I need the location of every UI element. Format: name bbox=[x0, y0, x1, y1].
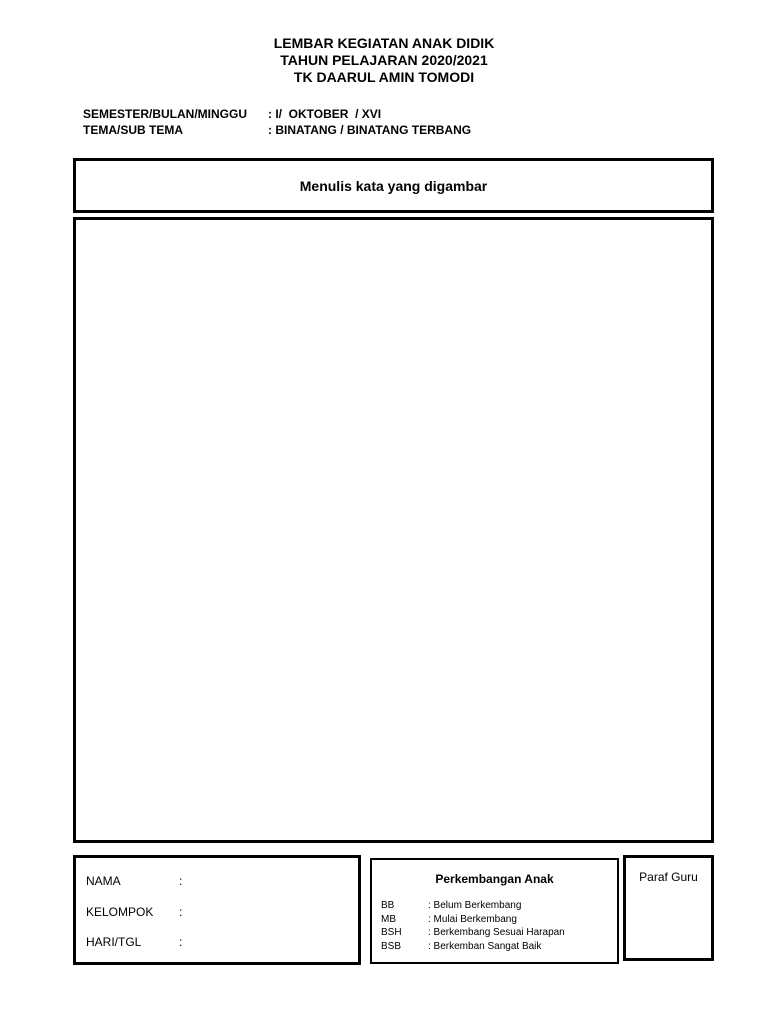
legend-row bbox=[381, 926, 565, 940]
nama-label: NAMA bbox=[86, 874, 121, 888]
legend-code: BSH bbox=[381, 927, 402, 938]
legend-code: MB bbox=[381, 913, 396, 925]
tema-label: TEMA/SUB TEMA bbox=[83, 123, 183, 137]
kelompok-colon: : bbox=[179, 905, 183, 919]
tema-value: : BINATANG / BINATANG TERBANG bbox=[268, 123, 472, 137]
semester-value: : I/ OKTOBER / XVI bbox=[268, 107, 382, 121]
instruction-box bbox=[73, 158, 714, 213]
development-title: Perkembangan Anak bbox=[435, 872, 554, 886]
legend-desc: : Belum Berkembang bbox=[428, 900, 522, 911]
paraf-guru-label: Paraf Guru bbox=[639, 870, 698, 884]
legend-row bbox=[381, 940, 565, 954]
paraf-guru-box bbox=[623, 855, 714, 961]
legend-code: BSB bbox=[381, 940, 402, 952]
meta-row-semester bbox=[83, 106, 471, 122]
title-line-1: LEMBAR KEGIATAN ANAK DIDIK bbox=[273, 35, 495, 51]
development-legend bbox=[381, 899, 565, 953]
drawing-area[interactable] bbox=[73, 217, 714, 843]
legend-code: BB bbox=[381, 900, 395, 911]
legend-row bbox=[381, 913, 565, 927]
semester-label: SEMESTER/BULAN/MINGGU bbox=[83, 107, 248, 121]
legend-desc: : Berkemban Sangat Baik bbox=[428, 940, 542, 952]
hari-tgl-colon: : bbox=[179, 935, 183, 949]
document-title bbox=[0, 35, 768, 86]
title-line-2: TAHUN PELAJARAN 2020/2021 bbox=[280, 52, 488, 68]
meta-info bbox=[83, 106, 471, 138]
legend-desc: : Berkembang Sesuai Harapan bbox=[428, 927, 565, 938]
kelompok-label: KELOMPOK bbox=[86, 905, 154, 919]
nama-colon: : bbox=[179, 874, 183, 888]
legend-desc: : Mulai Berkembang bbox=[428, 913, 517, 925]
legend-row bbox=[381, 899, 565, 913]
identity-box bbox=[73, 855, 361, 965]
instruction-text: Menulis kata yang digambar bbox=[299, 177, 488, 194]
development-box bbox=[370, 858, 619, 964]
title-line-3: TK DAARUL AMIN TOMODI bbox=[293, 69, 475, 85]
hari-tgl-label: HARI/TGL bbox=[86, 935, 142, 949]
meta-row-tema bbox=[83, 122, 471, 138]
